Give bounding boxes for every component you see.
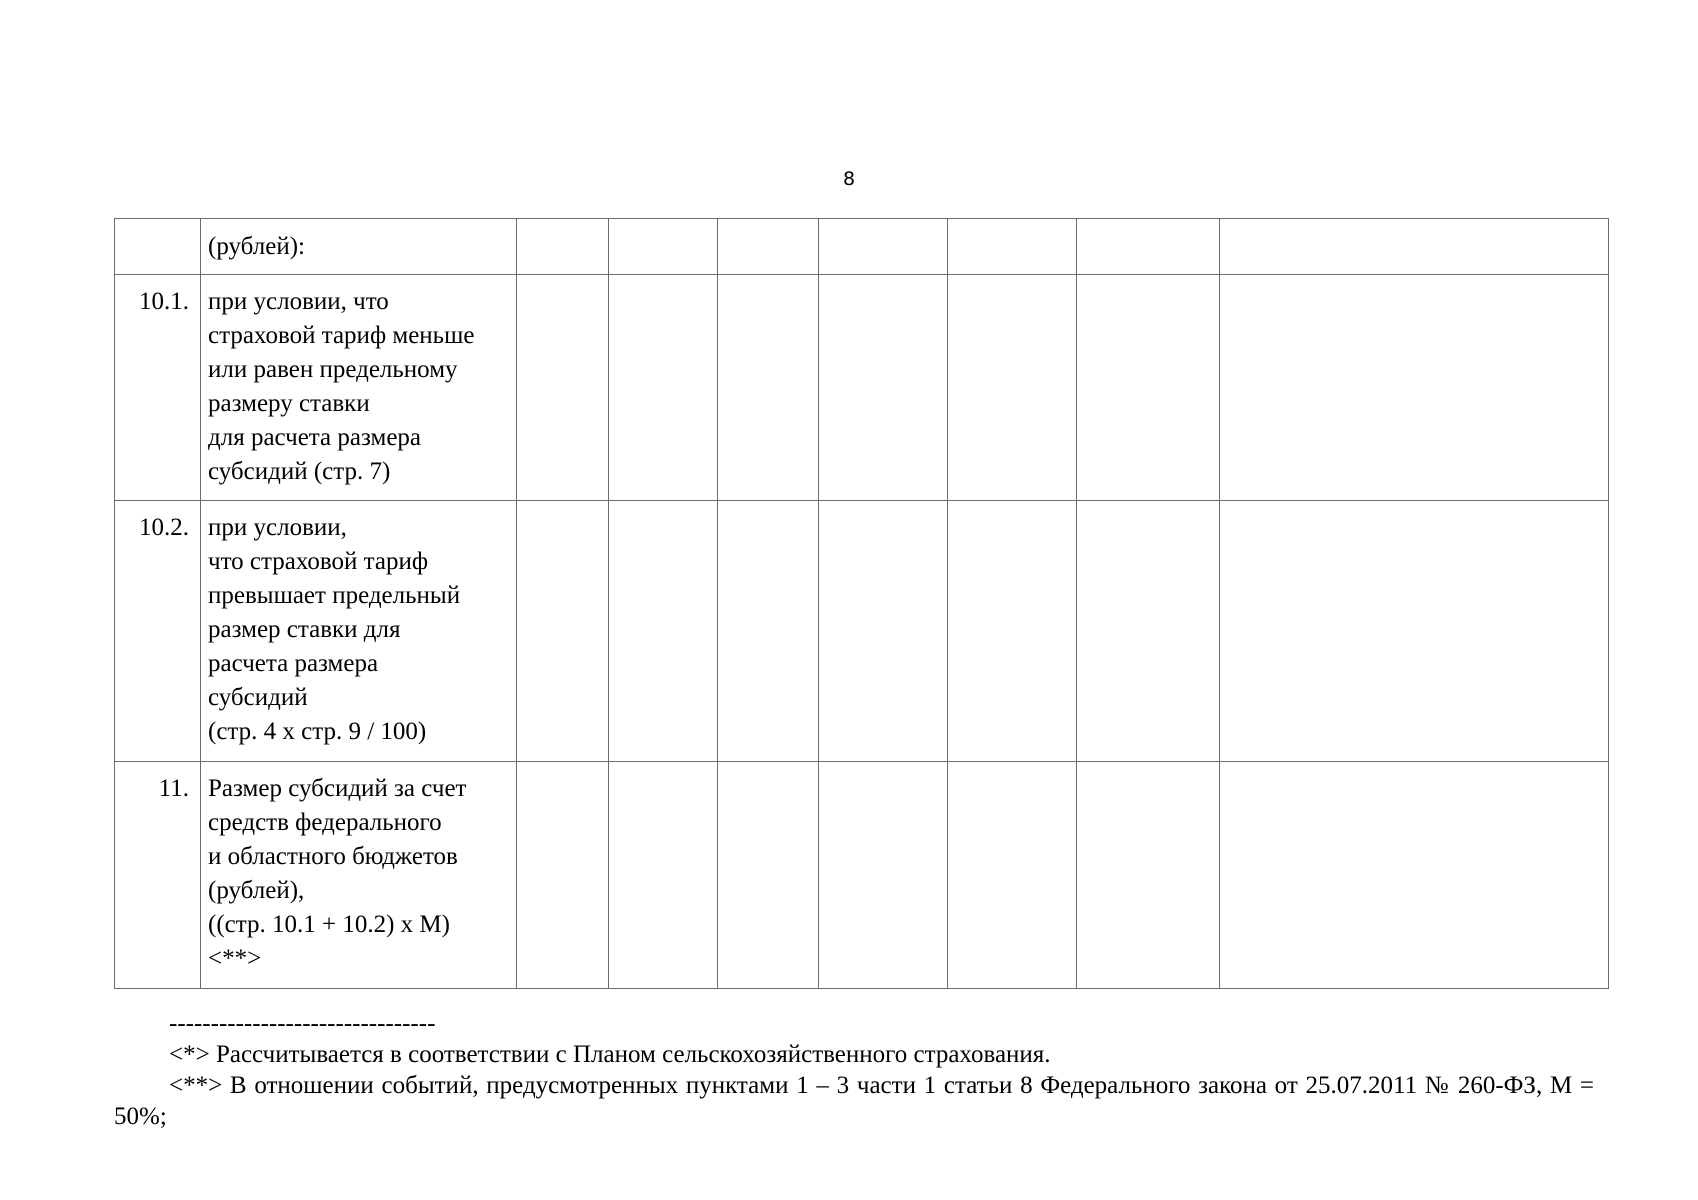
row-description-line: и областного бюджетов — [208, 843, 458, 870]
value-cell — [609, 762, 718, 989]
row-number: 11. — [158, 775, 189, 802]
row-description-line: средств федерального — [208, 809, 442, 836]
table-row — [115, 762, 1609, 989]
table-row — [115, 501, 1609, 762]
table-row — [115, 219, 1609, 275]
row-number: 10.2. — [139, 514, 189, 541]
value-cell — [948, 762, 1077, 989]
row-description-line: ((стр. 10.1 + 10.2) х М) — [208, 911, 450, 938]
value-cell — [819, 762, 948, 989]
value-cell — [819, 501, 948, 762]
row-description-cell — [201, 762, 517, 989]
footnote-separator: -------------------------------- — [169, 1010, 436, 1037]
value-cell — [609, 501, 718, 762]
row-description-line: или равен предельному — [208, 356, 458, 383]
row-description-line: для расчета размера — [208, 424, 422, 451]
row-description-line: при условии, — [208, 514, 347, 541]
value-cell — [948, 501, 1077, 762]
row-description-line: превышает предельный — [208, 582, 461, 609]
row-number: 10.1. — [139, 288, 189, 315]
row-description-line: субсидий (стр. 7) — [208, 458, 391, 485]
row-description-line: субсидий — [208, 684, 308, 711]
row-description-line: что страховой тариф — [208, 548, 429, 575]
value-cell — [1077, 275, 1220, 501]
row-description-line: расчета размера — [208, 650, 379, 677]
row-description-line: при условии, что — [208, 288, 389, 315]
value-cell — [819, 219, 948, 275]
value-cell — [819, 275, 948, 501]
footnote-2: <**> В отношении событий, предусмотренных пунктами 1 – 3 части 1 статьи 8 Федерального закона от 25.07.2011 № 260-ФЗ, М = 50%; — [114, 1072, 1594, 1130]
row-number-cell — [115, 219, 201, 275]
value-cell — [718, 501, 819, 762]
row-description-cell — [201, 275, 517, 501]
value-cell — [517, 275, 609, 501]
row-description-cell — [201, 501, 517, 762]
row-description-line: (стр. 4 х стр. 9 / 100) — [208, 718, 427, 745]
value-cell — [948, 219, 1077, 275]
footnotes — [114, 1008, 1594, 1132]
value-cell — [609, 219, 718, 275]
row-number-cell — [115, 275, 201, 501]
value-cell — [609, 275, 718, 501]
value-cell — [1220, 275, 1609, 501]
value-cell — [1077, 762, 1220, 989]
value-cell — [1077, 501, 1220, 762]
subsidy-calculation-table — [114, 218, 1609, 989]
row-number-cell — [115, 762, 201, 989]
row-description-line: (рублей), — [208, 877, 305, 904]
row-description-line: <**> — [208, 945, 262, 972]
value-cell — [517, 219, 609, 275]
value-cell — [718, 219, 819, 275]
value-cell — [718, 275, 819, 501]
row-number-cell — [115, 501, 201, 762]
value-cell — [517, 762, 609, 989]
value-cell — [517, 501, 609, 762]
row-description-line: Размер субсидий за счет — [208, 775, 467, 802]
footnote-1: <*> Рассчитывается в соответствии с Планом сельскохозяйственного страхования. — [169, 1041, 1051, 1068]
row-description-line: размеру ставки — [208, 390, 370, 417]
row-description-cell — [201, 219, 517, 275]
value-cell — [1220, 501, 1609, 762]
table-row — [115, 275, 1609, 501]
row-description-line: размер ставки для — [208, 616, 401, 643]
row-description-line: страховой тариф меньше — [208, 322, 475, 349]
page-number: 8 — [842, 168, 856, 190]
value-cell — [948, 275, 1077, 501]
row-description-line: (рублей): — [208, 233, 305, 260]
value-cell — [718, 762, 819, 989]
value-cell — [1220, 762, 1609, 989]
value-cell — [1220, 219, 1609, 275]
value-cell — [1077, 219, 1220, 275]
